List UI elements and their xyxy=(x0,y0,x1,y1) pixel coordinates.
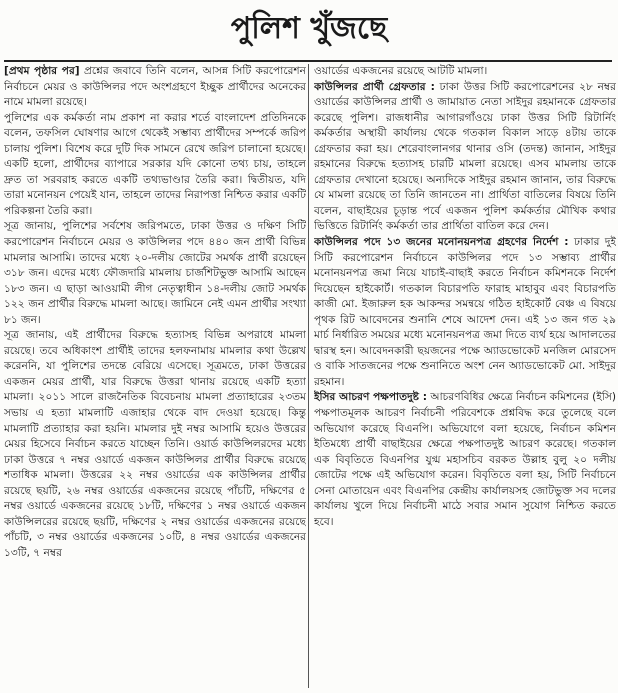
left-column xyxy=(4,64,306,688)
paragraph xyxy=(4,64,306,111)
paragraph: পুলিশের এক কর্মকর্তা নাম প্রকাশ না করার শর্তে বাংলাদেশ প্রতিদিনকে বলেন, তফসিল ঘোষণার আগে থেকেই সম্ভাব্য প্রার্থীদের সম্পর্কে জরিপ চালায় পুলিশ। বিশেষ করে দুটি দিক সামনে রেখে জরিপ চালানো হয়েছে। একটি হলো, প্রার্থীদের ব্যাপারে সরকার যদি কোনো তথ্য চায়, তাহলে দ্রুত তা সরবরাহ করতে একটি তথ্যভাণ্ডার তৈরি করা। দ্বিতীয়ত, যদি তারা মনোনয়ন পেয়েই যান, তাহলে তাদের নিরাপত্তা নিশ্চিত করার একটি পরিকল্পনা তৈরি করা। xyxy=(4,111,306,217)
section xyxy=(314,390,616,530)
right-column xyxy=(314,64,616,688)
section-body: ঢাকার দুই সিটি করপোরেশন নির্বাচনে কাউন্সিলর পদে ১৩ সম্ভাব্য প্রার্থীর মনোনয়নপত্র জমা নিয়ে যাচাই-বাছাই করতে নির্বাচন কমিশনকে নির্দেশ দিয়েছেন হাইকোর্ট। গতকাল বিচারপতি ফারাহ মাহাবুব এবং বিচারপতি কাজী মো. ইজারুল হক আকন্দর সমন্বয়ে গঠিত হাইকোর্ট বেঞ্চ এ বিষয়ে পৃথক রিট আবেদনের শুনানি শেষে আদেশ দেন। এই ১৩ জন গত ২৯ মার্চ নির্ধারিত সময়ের মধ্যে মনোনয়নপত্র জমা দিতে ব্যর্থ হয়ে আদালতের দ্বারস্থ হন। আবেদনকারী ছয়জনের পক্ষে অ্যাডভোকেট মনজিল মোরসেদ ও বাকি সাতজনের পক্ষে শুনানিতে অংশ নেন অ্যাডভোকেট মো. সাইদুর রহমান। xyxy=(314,236,616,388)
section-heading: কাউন্সিলর প্রার্থী গ্রেফতার : xyxy=(314,80,435,93)
section-body: ঢাকা উত্তর সিটি করপোরেশনের ২৮ নম্বর ওয়ার্ডের কাউন্সিলর প্রার্থী ও জামায়াত নেতা সাইদুর রহমানকে গ্রেফতার করেছে পুলিশ। রাজধানীর আগারগাঁওয়ে ঢাকা উত্তর সিটি রিটার্নিং কর্মকর্তার অস্থায়ী কার্যালয় থেকে গতকাল বিকাল সাড়ে ৪টায় তাকে গ্রেফতার করা হয়। শেরেবাংলানগর থানার ওসি (তদন্ত) জানান, সাইদুর রহমানের বিরুদ্ধে হত্যাসহ চারটি মামলা রয়েছে। এসব মামলায় তাকে গ্রেফতার দেখানো হয়েছে। অন্যদিকে সাইদুর রহমান জানান, তার বিরুদ্ধে যে মামলা রয়েছে তা তিনি জানতেন না। প্রার্থিতা বাতিলের বিষয়ে তিনি বলেন, বাছাইয়ের চূড়ান্ত পর্বে একজন পুলিশ কর্মকর্তার মৌখিক কথার ভিত্তিতে রিটার্নিং কর্মকর্তা তার প্রার্থিতা বাতিল করে দেন। xyxy=(314,80,616,233)
section xyxy=(314,80,616,235)
paragraph-text: প্রশ্নের জবাবে তিনি বলেন, আসন্ন সিটি করপোরেশন নির্বাচনে মেয়র ও কাউন্সিলর পদে অংশগ্রহণে ইচ্ছুক প্রার্থীদের অনেকের নামে মামলা রয়েছে। xyxy=(4,65,306,109)
section-heading: কাউন্সিলর পদে ১৩ জনের মনোনয়নপত্র গ্রহণের নির্দেশ : xyxy=(314,236,569,249)
paragraph: সূত্র জানায়, পুলিশের সর্বশেষ জরিপমতে, ঢাকা উত্তর ও দক্ষিণ সিটি করপোরেশন নির্বাচনে মেয়র ও কাউন্সিলর পদে ৪৪০ জন প্রার্থী বিভিন্ন মামলার আসামি। তাদের মধ্যে ২০-দলীয় জোটের সমর্থক প্রার্থী রয়েছেন ৩১৮ জন। এদের মধ্যে ফৌজদারি মামলায় চার্জশিটভুক্ত আসামি আছেন ১৮৩ জন। এ ছাড়া আওয়ামী লীগ নেতৃত্বাধীন ১৪-দলীয় জোট সমর্থক ১২২ জন প্রার্থীর বিরুদ্ধে মামলা আছে। জামিনে নেই এমন প্রার্থীর সংখ্যা ৮১ জন। xyxy=(4,220,306,326)
headline-rule xyxy=(4,60,612,62)
paragraph: ওয়ার্ডের একজনের রয়েছে আটটি মামলা। xyxy=(314,65,488,77)
paragraph: সূত্র জানায়, এই প্রার্থীদের বিরুদ্ধে হত্যাসহ বিভিন্ন অপরাধে মামলা রয়েছে। তবে অধিকাংশ প্রার্থীই তাদের হলফনামায় মামলার কথা উল্লেখ করেননি, যা পুলিশের তদন্তে বেরিয়ে এসেছে। সূত্রমতে, ঢাকা উত্তরের একজন মেয়র প্রার্থী, যার বিরুদ্ধে উত্তরা থানায় রয়েছে একটি হত্যা মামলা। ২০১১ সালে রাজনৈতিক বিবেচনায় মামলা প্রত্যাহারের ২৩তম সভায় এ হত্যা মামলাটি এজাহার থেকে বাদ দেওয়া হয়েছে। কিন্তু মামলাটি প্রত্যাহার করা হয়নি। মামলার দুই নম্বর আসামি হয়েও উত্তরের মেয়র হিসেবে নির্বাচন করতে যাচ্ছেন তিনি। ওয়ার্ড কাউন্সিলরদের মধ্যে ঢাকা উত্তরে ৭ নম্বর ওয়ার্ডে একজন কাউন্সিলর প্রার্থীর বিরুদ্ধে রয়েছে শতাধিক মামলা। উত্তরের ২২ নম্বর ওয়ার্ডের এক কাউন্সিলর প্রার্থীর রয়েছে ছয়টি, ২৬ নম্বর ওয়ার্ডের একজনের রয়েছে পাঁচটি, দক্ষিণের ৫ নম্বর ওয়ার্ডে একজনের রয়েছে ১৮টি, দক্ষিণের ১ নম্বর ওয়ার্ডে একজন কাউন্সিলরের রয়েছে ছয়টি, দক্ষিণের ২ নম্বর ওয়ার্ডের একজনের রয়েছে পাঁচটি, ৩ নম্বর ওয়ার্ডের একজনের ১০টি, ৪ নম্বর ওয়ার্ডের একজনের ১৩টি, ৭ নম্বর xyxy=(4,329,306,559)
continuation-tag: [প্রথম পৃষ্ঠার পর] xyxy=(4,65,80,77)
section-heading: ইসির আচরণ পক্ষপাতদুষ্ট : xyxy=(314,391,427,404)
section-body: আচরণবিধির ক্ষেত্রে নির্বাচন কমিশনের (ইসি) পক্ষপাতমূলক আচরণ নির্বাচনী পরিবেশকে প্রশ্নবিদ্ধ করে তুলেছে বলে অভিযোগ করেছে বিএনপি। অভিযোগে বলা হয়েছে, নির্বাচন কমিশন ইতিমধ্যে প্রার্থী বাছাইয়ের ক্ষেত্রে পক্ষপাতদুষ্ট আচরণ করেছে। গতকাল এক বিবৃতিতে বিএনপির যুগ্ম মহাসচিব বরকত উল্লাহ বুলু ২০ দলীয় জোটের পক্ষে এই অভিযোগ করেন। বিবৃতিতে বলা হয়, সিটি নির্বাচনে সেনা মোতায়েন এবং বিএনপির কেন্দ্রীয় কার্যালয়সহ জোটভুক্ত সব দলের কার্যালয় খুলে দিয়ে নির্বাচনী মাঠে সবার সমান সুযোগ নিশ্চিত করতে হবে। xyxy=(314,391,616,528)
section xyxy=(314,235,616,390)
headline: পুলিশ খুঁজছে xyxy=(230,11,388,46)
column-divider xyxy=(308,64,309,688)
